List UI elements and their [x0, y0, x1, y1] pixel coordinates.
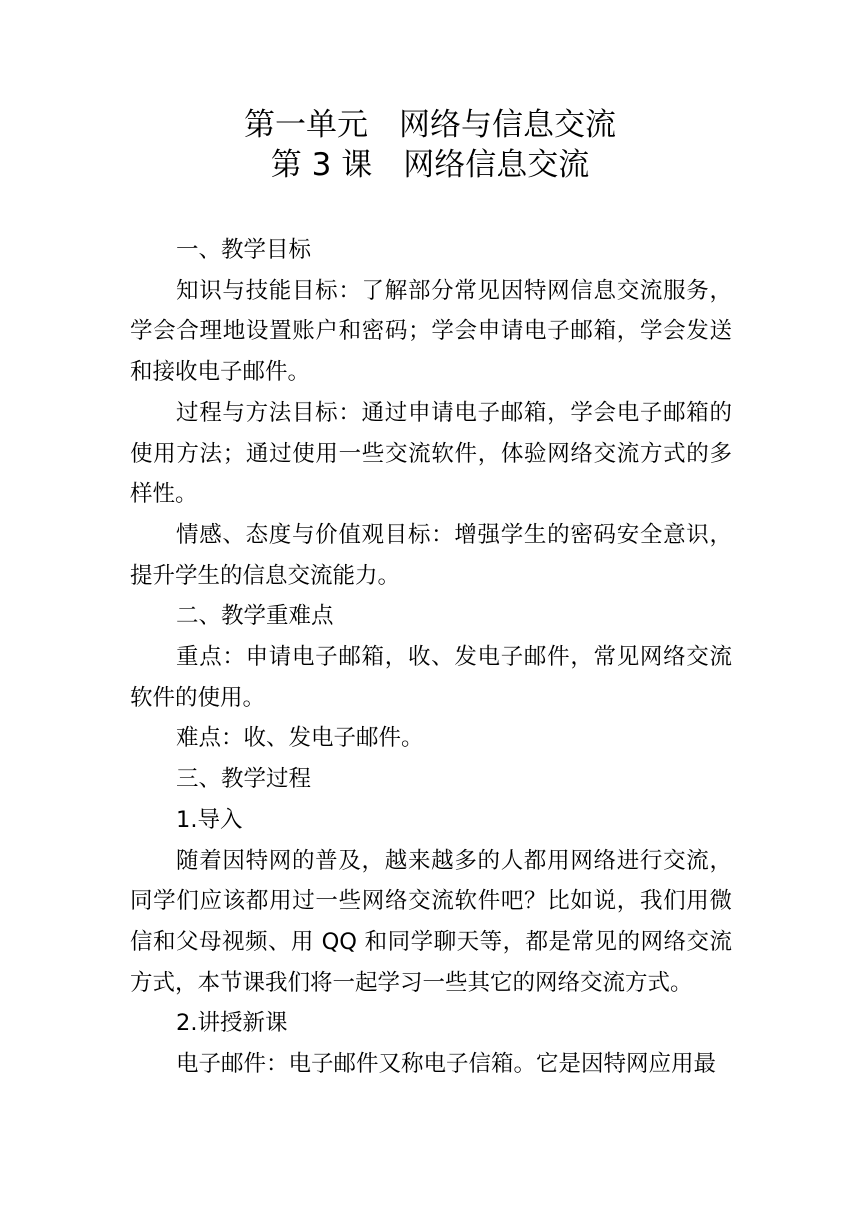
paragraph-process-method: 过程与方法目标：通过申请电子邮箱，学会电子邮箱的使用方法；通过使用一些交流软件，体验网络交流方式的多样性。	[130, 399, 732, 508]
subheading-new-lesson: 2.讲授新课	[176, 1010, 288, 1037]
section-heading-process: 三、教学过程	[176, 766, 312, 793]
paragraph-introduction: 随着因特网的普及，越来越多的人都用网络进行交流，同学们应该都用过一些网络交流软件吧？比如说，我们用微信和父母视频、用 QQ 和同学聊天等，都是常见的网络交流方式，本节课我们将一起学习一些其它的网络交流方式。	[130, 847, 732, 996]
document-body	[130, 230, 732, 1085]
paragraph-key-point: 重点：申请电子邮箱，收、发电子邮件，常见网络交流软件的使用。	[130, 644, 732, 711]
subheading-introduction: 1.导入	[176, 806, 243, 833]
section-heading-objectives: 一、教学目标	[176, 237, 312, 263]
paragraph-difficulty: 难点：收、发电子邮件。	[176, 725, 424, 752]
paragraph-email: 电子邮件：电子邮件又称电子信箱。它是因特网应用最	[176, 1051, 717, 1078]
lesson-title: 第 3 课 网络信息交流	[270, 147, 590, 183]
paragraph-emotion-values: 情感、态度与价值观目标：增强学生的密码安全意识，提升学生的信息交流能力。	[130, 521, 732, 589]
unit-title: 第一单元 网络与信息交流	[244, 107, 616, 143]
paragraph-knowledge-skills: 知识与技能目标：了解部分常见因特网信息交流服务，学会合理地设置账户和密码；学会申请电子邮箱，学会发送和接收电子邮件。	[130, 277, 732, 386]
section-heading-key-points: 二、教学重难点	[176, 603, 334, 630]
